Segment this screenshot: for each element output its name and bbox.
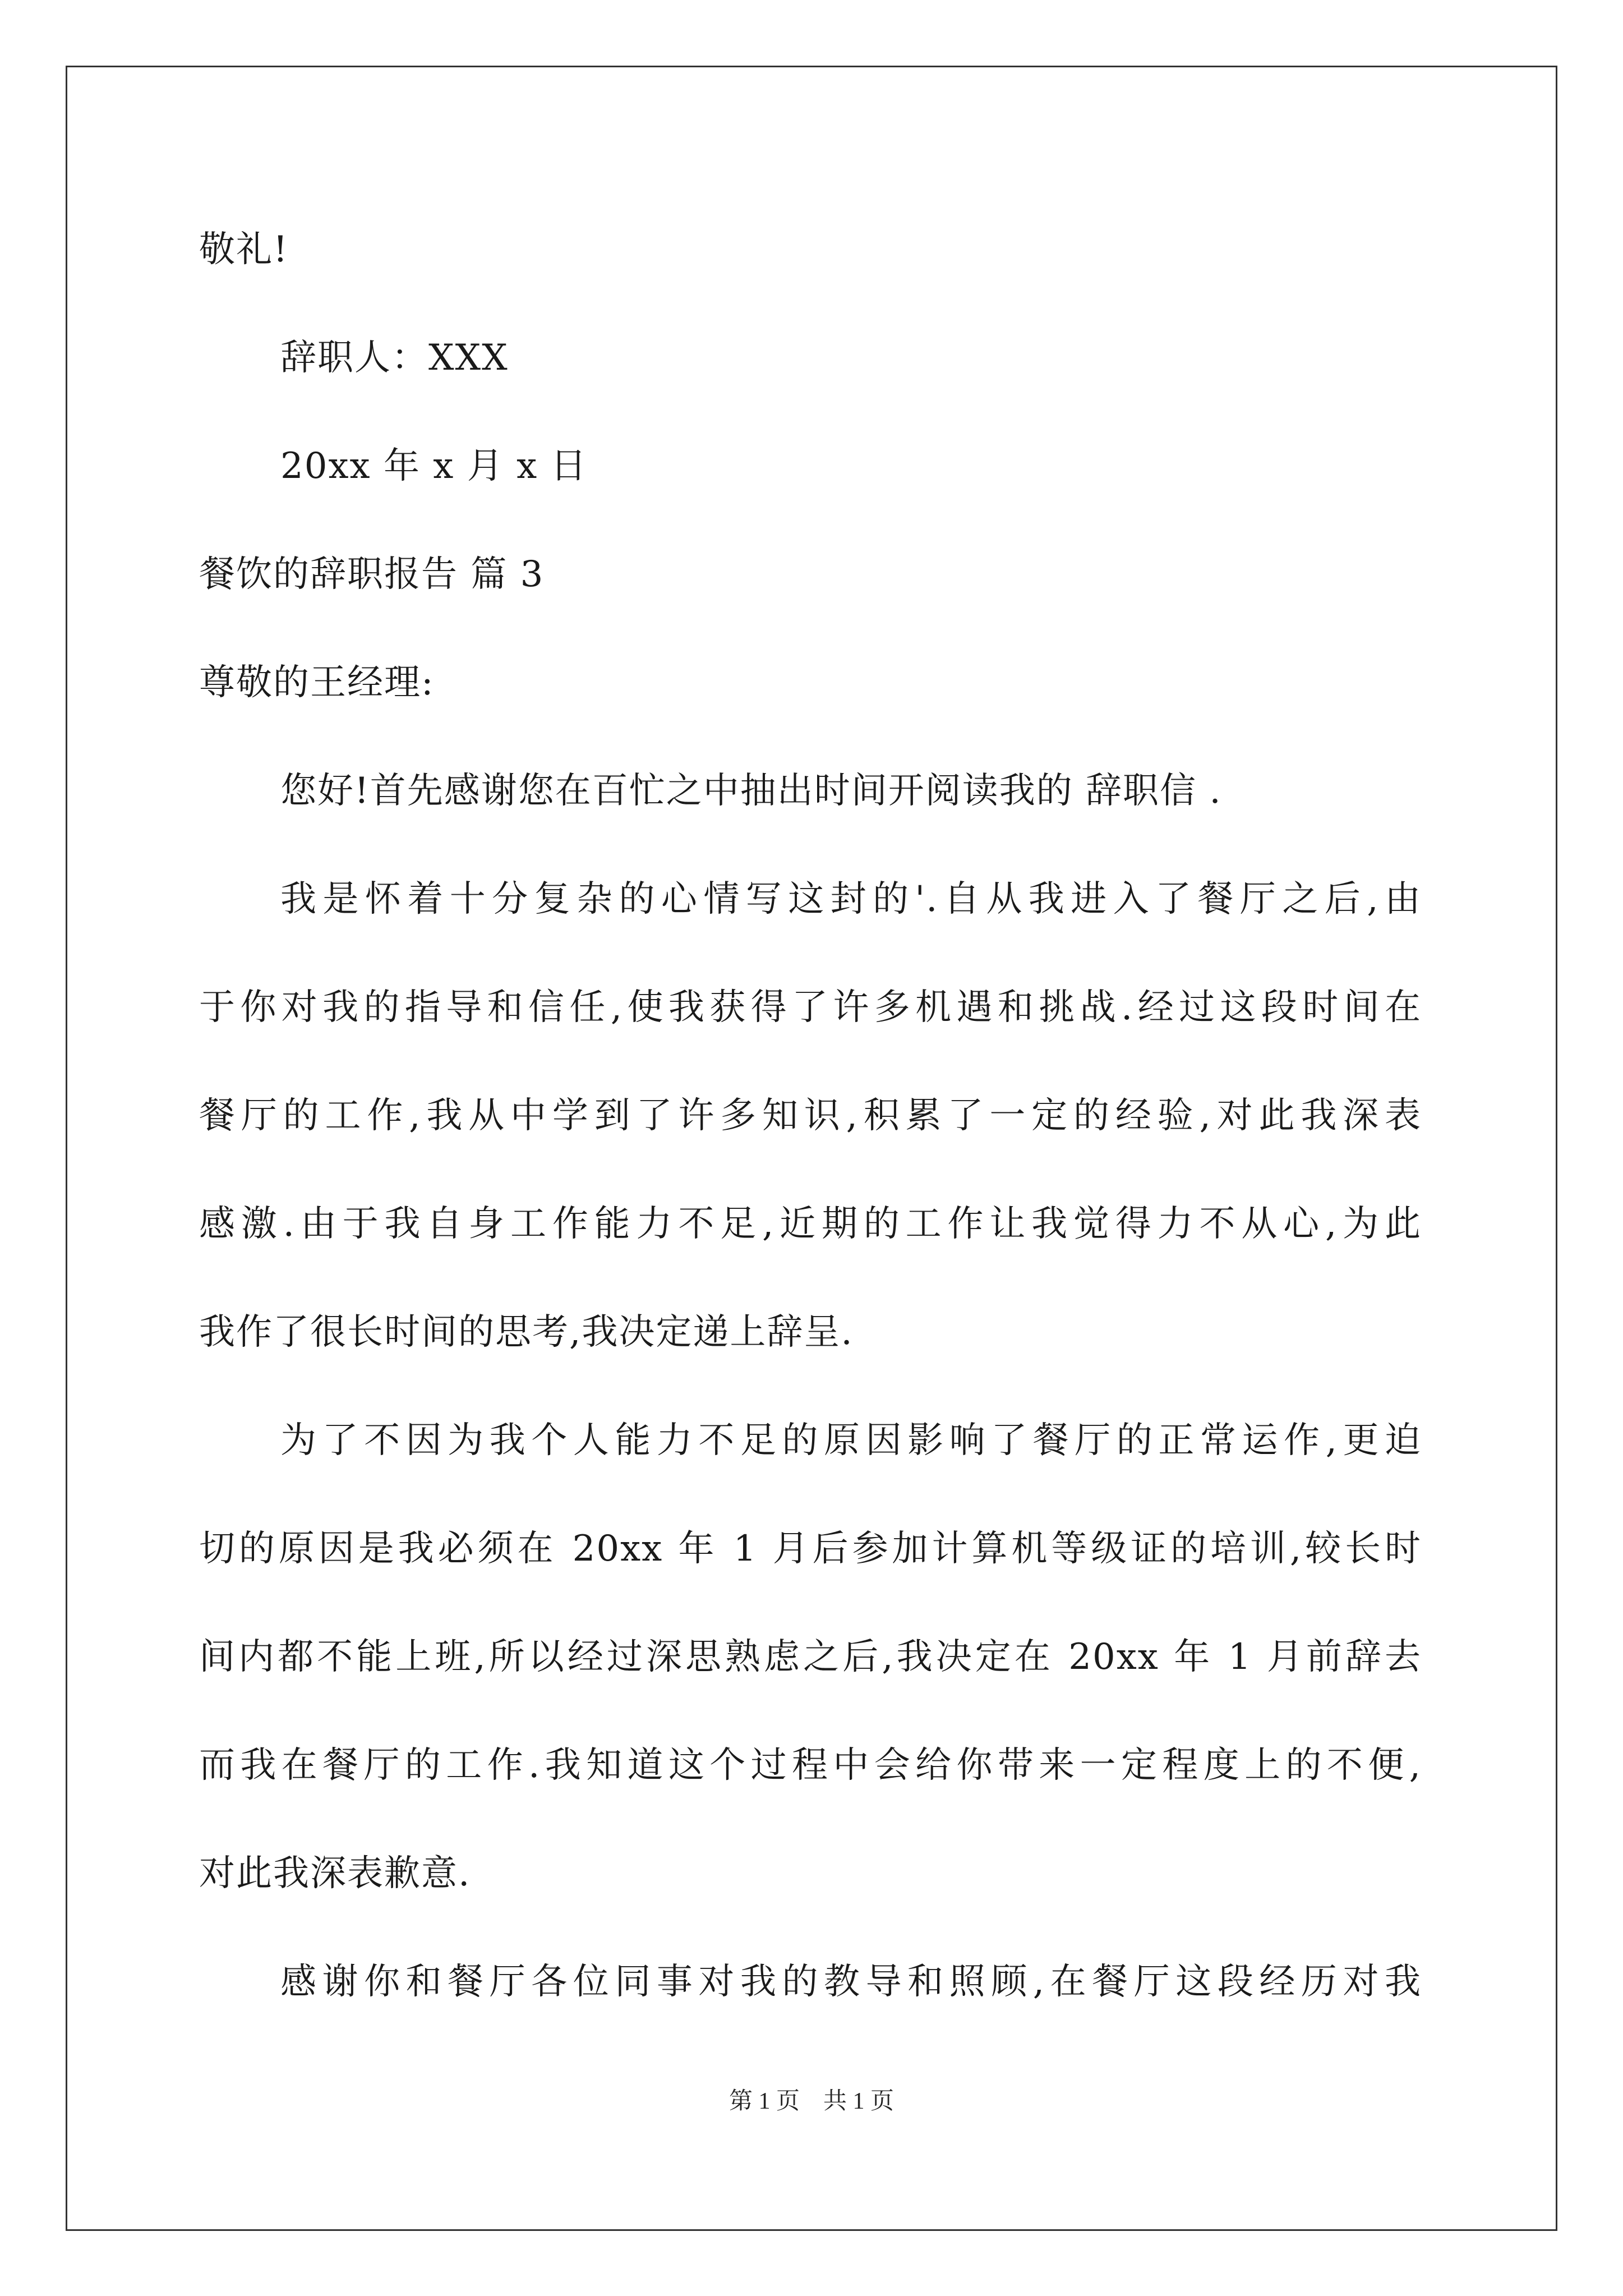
paragraph-line: 我是怀着十分复杂的心情写这封的'.自从我进入了餐厅之后,由 bbox=[280, 878, 1422, 920]
paragraph-line: 间内都不能上班,所以经过深思熟虑之后,我决定在 20xx 年 1 月前辞去 bbox=[199, 1636, 1422, 1678]
paragraph-line: 切的原因是我必须在 20xx 年 1 月后参加计算机等级证的培训,较长时 bbox=[199, 1528, 1422, 1570]
signer-line: 辞职人：XXX bbox=[280, 337, 509, 379]
page-border bbox=[66, 66, 1557, 2231]
paragraph-line: 对此我深表歉意. bbox=[199, 1853, 471, 1894]
paragraph-line: 而我在餐厅的工作.我知道这个过程中会给你带来一定程度上的不便, bbox=[199, 1745, 1422, 1786]
paragraph-line: 于你对我的指导和信任,使我获得了许多机遇和挑战.经过这段时间在 bbox=[199, 987, 1422, 1028]
date-line: 20xx 年 x 月 x 日 bbox=[280, 445, 588, 487]
greeting-line: 尊敬的王经理: bbox=[199, 662, 435, 703]
page-number-footer: 第 1 页 共 1 页 bbox=[728, 2088, 894, 2114]
paragraph-line: 为了不因为我个人能力不足的原因影响了餐厅的正常运作,更迫 bbox=[280, 1420, 1422, 1461]
paragraph-line: 您好!首先感谢您在百忙之中抽出时间开阅读我的 辞职信 . bbox=[280, 770, 1222, 812]
paragraph-line: 感谢你和餐厅各位同事对我的教导和照顾,在餐厅这段经历对我 bbox=[280, 1961, 1422, 2003]
paragraph-line: 餐厅的工作,我从中学到了许多知识,积累了一定的经验,对此我深表 bbox=[199, 1095, 1422, 1137]
paragraph-line: 感激.由于我自身工作能力不足,近期的工作让我觉得力不从心,为此 bbox=[199, 1203, 1422, 1245]
section-heading: 餐饮的辞职报告 篇 3 bbox=[199, 554, 545, 595]
closing-salutation: 敬礼! bbox=[199, 229, 289, 270]
paragraph-line: 我作了很长时间的思考,我决定递上辞呈. bbox=[199, 1312, 854, 1353]
